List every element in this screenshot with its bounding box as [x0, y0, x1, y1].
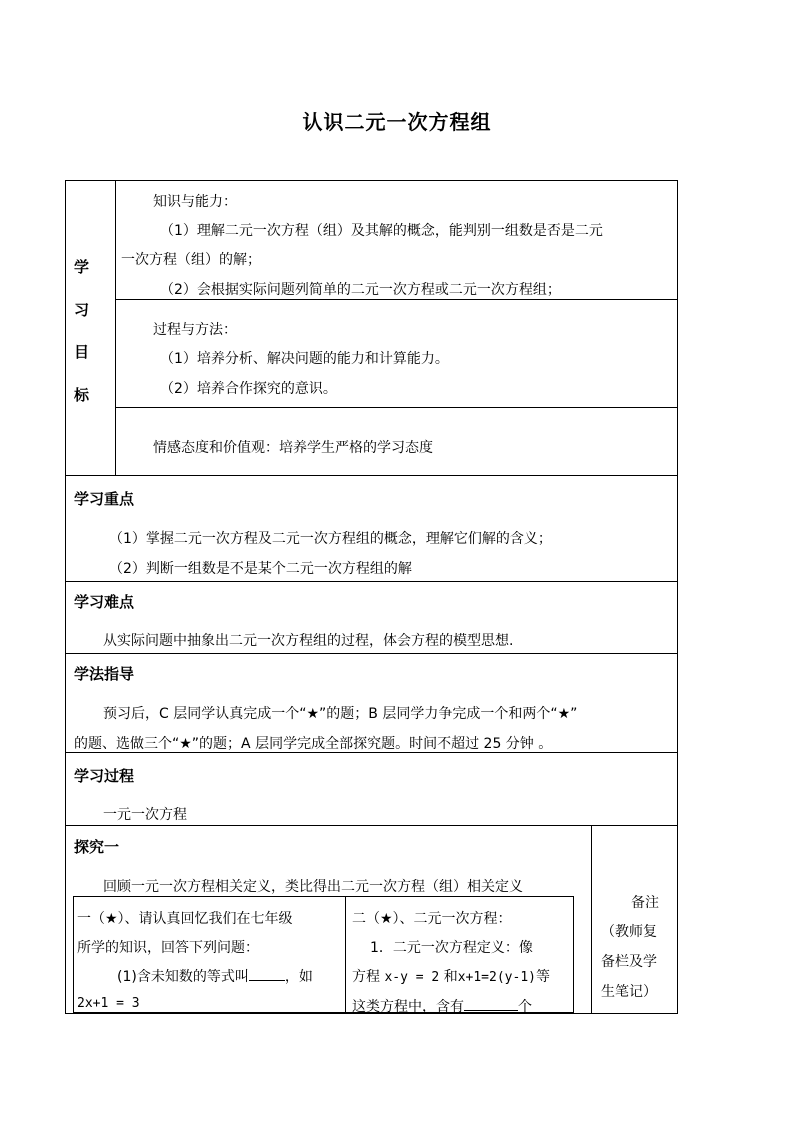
- binary-equation-count: [352, 996, 532, 1016]
- method-line-1: 预习后，C 层同学认真完成一个“★”的题；B 层同学力争完成一个和两个“★”: [103, 706, 578, 722]
- answer-blank-1[interactable]: [249, 980, 285, 981]
- goals-label-char-1: 学: [74, 258, 90, 276]
- process-text: 一元一次方程: [103, 807, 187, 823]
- count-suffix: 个: [518, 999, 532, 1015]
- goals-label-char-2: 习: [74, 301, 90, 319]
- explore-intro: 回顾一元一次方程相关定义，类比得出二元一次方程（组）相关定义: [103, 879, 523, 895]
- knowledge-item-1-line-2: 一次方程（组）的解；: [121, 252, 261, 268]
- example-text-1: 方程: [352, 969, 380, 985]
- page-title: 认识二元一次方程组: [302, 110, 492, 134]
- method-line-2: 的题、选做三个“★”的题；A 层同学完成全部探究题。时间不超过 25 分钟 。: [74, 736, 553, 752]
- difficulty-heading: 学习难点: [74, 593, 135, 611]
- review-question-line-1: 一（★）、请认真回忆我们在七年级: [77, 911, 293, 927]
- process-method-item-1: （1）培养分析、解决问题的能力和计算能力。: [160, 351, 449, 367]
- goals-label-char-3: 目: [74, 343, 90, 361]
- notes-line-1: 备注: [631, 895, 659, 911]
- key-point-item-2: （2）判断一组数是不是某个二元一次方程组的解: [109, 561, 412, 577]
- review-question-item-1-suffix: ，如: [284, 969, 313, 985]
- notes-line-2: （教师复: [601, 924, 657, 940]
- review-question-item-1-prefix: (1)含未知数的等式叫: [117, 969, 249, 985]
- review-question-example: 2x+1 = 3: [77, 996, 140, 1011]
- notes-line-3: 备栏及学: [601, 954, 657, 970]
- example-text-2: 和: [443, 969, 458, 985]
- process-method-heading: 过程与方法：: [153, 322, 237, 338]
- binary-equation-definition: 1．二元一次方程定义：像: [370, 940, 533, 956]
- emotion-goal: 情感态度和价值观：培养学生严格的学习态度: [153, 440, 433, 456]
- explore-heading: 探究一: [74, 838, 120, 856]
- key-points-heading: 学习重点: [74, 490, 135, 508]
- binary-equation-example: [352, 966, 550, 986]
- example-equation-1: x-y = 2: [384, 970, 440, 985]
- key-point-item-1: （1）掌握二元一次方程及二元一次方程组的概念，理解它们解的含义；: [109, 531, 552, 547]
- method-heading: 学法指导: [74, 665, 135, 683]
- binary-equation-heading: 二（★）、二元一次方程：: [352, 911, 512, 927]
- knowledge-item-2: （2）会根据实际问题列简单的二元一次方程或二元一次方程组；: [160, 282, 561, 298]
- review-question-line-2: 所学的知识，回答下列问题：: [77, 940, 259, 956]
- answer-blank-2[interactable]: [464, 1010, 518, 1011]
- example-equation-2: x+1=2(y-1): [457, 970, 536, 985]
- review-question-item-1: [117, 966, 313, 986]
- knowledge-item-1-line-1: （1）理解二元一次方程（组）及其解的概念，能判别一组数是否是二元: [160, 223, 603, 239]
- goals-label-char-4: 标: [74, 386, 90, 404]
- notes-line-4: 生笔记）: [601, 984, 657, 1000]
- count-prefix: 这类方程中，含有: [352, 999, 464, 1015]
- difficulty-text: 从实际问题中抽象出二元一次方程组的过程，体会方程的模型思想.: [103, 633, 514, 649]
- process-heading: 学习过程: [74, 767, 135, 785]
- example-text-3: 等: [535, 969, 550, 985]
- process-method-item-2: （2）培养合作探究的意识。: [160, 381, 337, 397]
- knowledge-heading: 知识与能力：: [153, 194, 237, 210]
